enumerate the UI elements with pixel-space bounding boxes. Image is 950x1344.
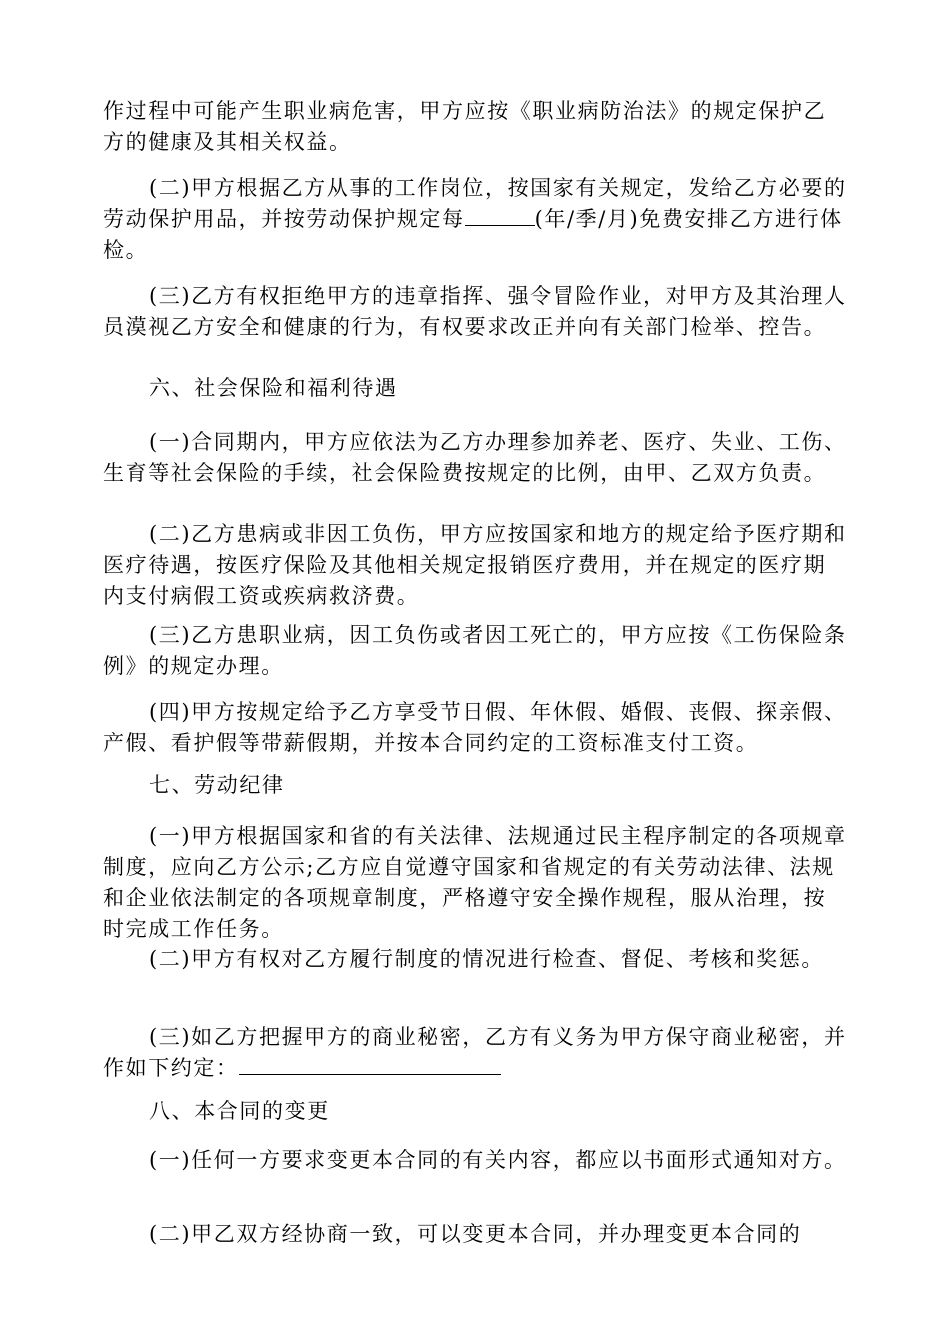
blank-secret-agreement [239, 1074, 501, 1075]
paragraph-inspection-rights: (二)甲方有权对乙方履行制度的情况进行检查、督促、考核和奖惩。 [149, 947, 824, 971]
paragraph-illness-injury: (二)乙方患病或非因工负伤，甲方应按国家和地方的规定给予医疗期和医疗待遇，按医疗保险及其他相关规定报销医疗费用，并在规定的医疗期内支付病假工资或疾病救济费。 [103, 522, 847, 608]
heading-social-insurance: 六、社会保险和福利待遇 [149, 376, 398, 400]
paragraph-protective-equipment [103, 173, 848, 266]
blank-checkup-frequency [465, 225, 535, 226]
paragraph-rules-regulations: (一)甲方根据国家和省的有关法律、法规通过民主程序制定的各项规章制度，应向乙方公示;乙方应自觉遵守国家和省规定的有关劳动法律、法规和企业依法制定的各项规章制度，严格遵守安全操作规程，服从治理，按时完成工作任务。 [103, 824, 847, 941]
heading-contract-change: 八、本合同的变更 [149, 1099, 330, 1123]
paragraph-trade-secrets [103, 1022, 848, 1084]
paragraph-trade-secrets-text: (三)如乙方把握甲方的商业秘密，乙方有义务为甲方保守商业秘密，并作如下约定： [103, 1025, 847, 1080]
paragraph-insurance-contract-period: (一)合同期内，甲方应依法为乙方办理参加养老、医疗、失业、工伤、生育等社会保险的手续，社会保险费按规定的比例，由甲、乙双方负责。 [103, 430, 847, 485]
paragraph-occupational-hazard: 作过程中可能产生职业病危害，甲方应按《职业病防治法》的规定保护乙方的健康及其相关权益。 [103, 99, 827, 154]
heading-labor-discipline: 七、劳动纪律 [149, 773, 285, 797]
paragraph-paid-leave: (四)甲方按规定给予乙方享受节日假、年休假、婚假、丧假、探亲假、产假、看护假等带薪假期，并按本合同约定的工资标准支付工资。 [103, 700, 847, 755]
paragraph-change-notice: (一)任何一方要求变更本合同的有关内容，都应以书面形式通知对方。 [149, 1148, 847, 1172]
paragraph-refuse-orders: (三)乙方有权拒绝甲方的违章指挥、强令冒险作业，对甲方及其治理人员漠视乙方安全和健康的行为，有权要求改正并向有关部门检举、控告。 [103, 284, 847, 339]
paragraph-mutual-change: (二)甲乙双方经协商一致，可以变更本合同，并办理变更本合同的 [149, 1222, 802, 1246]
paragraph-occupational-disease: (三)乙方患职业病，因工负伤或者因工死亡的，甲方应按《工伤保险条例》的规定办理。 [103, 623, 847, 678]
paragraph-protective-equipment-text: (二)甲方根据乙方从事的工作岗位，按国家有关规定，发给乙方必要的劳动保护用品，并按劳动保护规定每 [103, 176, 847, 231]
paragraph-protective-equipment-suffix: (年/季/月)免费安排乙方进行体检。 [103, 207, 843, 262]
